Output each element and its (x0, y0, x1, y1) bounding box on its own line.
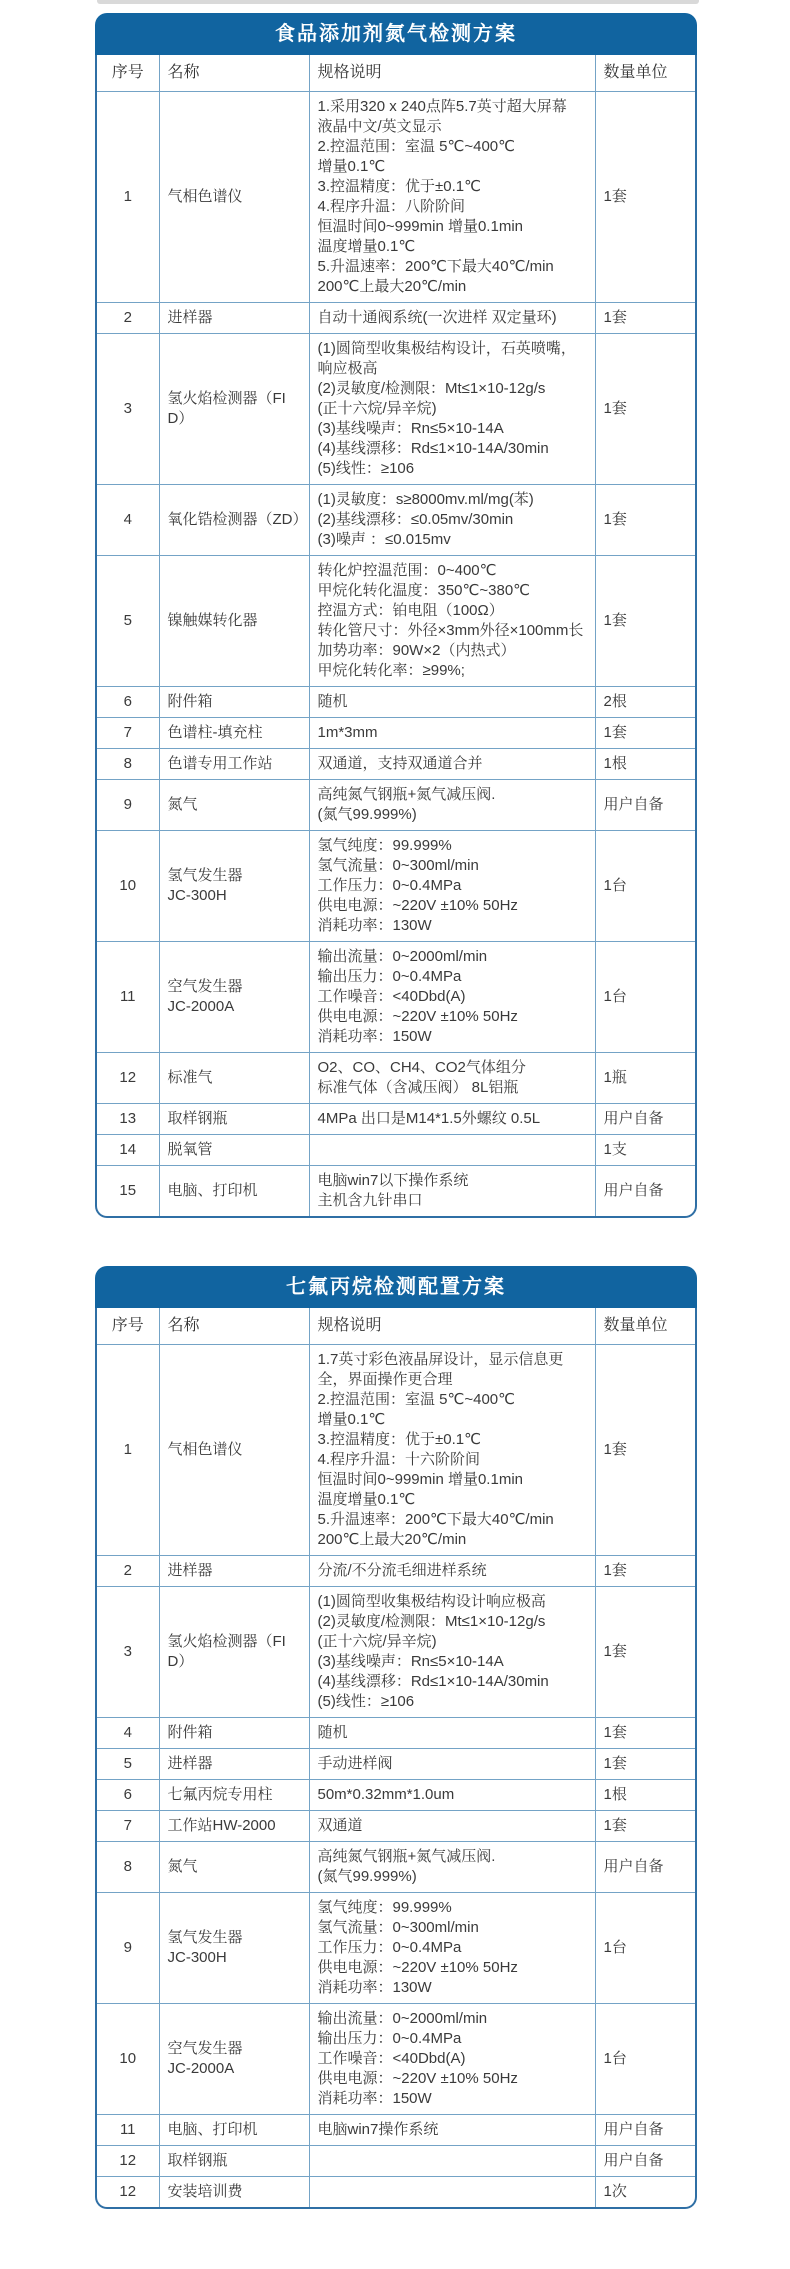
spec-line: 高纯氮气钢瓶+氮气减压阀. (317, 786, 496, 803)
row-number: 2 (97, 303, 159, 334)
spec-line: 氢气流量：0~300ml/min (317, 1919, 479, 1936)
item-quantity: 1套 (595, 1587, 695, 1718)
item-name-line: 工作站HW-2000 (167, 1817, 276, 1834)
spec-line: 电脑win7操作系统 (317, 2121, 439, 2138)
item-spec (309, 1587, 595, 1718)
spec-line: 工作噪音：<40Dbd(A) (317, 988, 466, 1005)
spec-line: 双通道，支持双通道合并 (317, 755, 483, 772)
table-body (97, 1345, 695, 2208)
item-quantity: 1瓶 (595, 1053, 695, 1104)
row-number: 7 (97, 718, 159, 749)
column-header: 数量单位 (595, 55, 695, 92)
item-name-line: JC-300H (167, 1949, 227, 1966)
item-quantity: 1次 (595, 2177, 695, 2208)
spec-line: (3)基线噪声：Rn≤5×10-14A (317, 420, 504, 437)
spec-line: (2)灵敏度/检测限：Mt≤1×10-12g/s (317, 1613, 546, 1630)
item-name (159, 485, 309, 556)
spec-line: 加势功率：90W×2（内热式） (317, 642, 516, 659)
table-row (97, 556, 695, 687)
item-name (159, 1811, 309, 1842)
item-name (159, 1556, 309, 1587)
spec-line: (5)线性：≥106 (317, 460, 415, 477)
spec-line: (3)基线噪声：Rn≤5×10-14A (317, 1653, 504, 1670)
item-name-line: 氢气发生器 (167, 1929, 243, 1946)
spec-line: 4MPa 出口是M14*1.5外螺纹 0.5L (317, 1110, 541, 1127)
item-spec (309, 1053, 595, 1104)
spec-line: 响应极高 (317, 360, 378, 377)
item-spec (309, 2146, 595, 2177)
spec-line: (1)灵敏度：s≥8000mv.ml/mg(苯) (317, 491, 534, 508)
row-number: 5 (97, 1749, 159, 1780)
item-name (159, 780, 309, 831)
item-quantity: 用户自备 (595, 1104, 695, 1135)
item-spec (309, 1345, 595, 1556)
spec-line: 1m*3mm (317, 724, 378, 741)
table-title: 食品添加剂氮气检测方案 (95, 13, 697, 55)
item-quantity: 1套 (595, 303, 695, 334)
item-name-line: 电脑、打印机 (167, 2121, 258, 2138)
row-number: 2 (97, 1556, 159, 1587)
table-row (97, 1053, 695, 1104)
table-row (97, 1893, 695, 2004)
item-spec (309, 1104, 595, 1135)
spec-line: 消耗功率：150W (317, 1028, 432, 1045)
item-quantity: 1台 (595, 831, 695, 942)
spec-line: 工作压力：0~0.4MPa (317, 877, 462, 894)
table-row (97, 2115, 695, 2146)
item-quantity: 用户自备 (595, 2115, 695, 2146)
spec-line: 增量0.1℃ (317, 1411, 386, 1428)
spec-line: 输出压力：0~0.4MPa (317, 968, 462, 985)
row-number: 11 (97, 2115, 159, 2146)
table-header-row (97, 55, 695, 92)
table-row (97, 1587, 695, 1718)
item-name (159, 556, 309, 687)
item-quantity: 1套 (595, 1749, 695, 1780)
spec-line: 工作压力：0~0.4MPa (317, 1939, 462, 1956)
row-number: 3 (97, 1587, 159, 1718)
spec-line: 高纯氮气钢瓶+氮气减压阀. (317, 1848, 496, 1865)
column-header-row (97, 1308, 695, 1345)
item-name (159, 92, 309, 303)
item-name-line: 进样器 (167, 309, 213, 326)
spec-line: 随机 (317, 693, 348, 710)
item-name (159, 2004, 309, 2115)
item-name-line: 安装培训费 (167, 2183, 243, 2200)
item-quantity: 1套 (595, 1718, 695, 1749)
table-row (97, 2146, 695, 2177)
item-spec (309, 718, 595, 749)
item-spec (309, 749, 595, 780)
row-number: 9 (97, 780, 159, 831)
table-body (97, 92, 695, 1217)
spec-line: 输出流量：0~2000ml/min (317, 2010, 488, 2027)
table-row (97, 1718, 695, 1749)
table-row (97, 1556, 695, 1587)
table-row (97, 485, 695, 556)
spec-line: 供电电源：~220V ±10% 50Hz (317, 2070, 518, 2087)
item-spec (309, 1166, 595, 1217)
item-quantity: 用户自备 (595, 2146, 695, 2177)
item-spec (309, 1718, 595, 1749)
item-spec (309, 1842, 595, 1893)
item-spec (309, 92, 595, 303)
item-name-line: JC-2000A (167, 998, 235, 1015)
spec-line: 手动进样阀 (317, 1755, 393, 1772)
item-name-line: JC-2000A (167, 2060, 235, 2077)
spec-line: 氢气流量：0~300ml/min (317, 857, 479, 874)
item-name (159, 303, 309, 334)
row-number: 1 (97, 92, 159, 303)
row-number: 13 (97, 1104, 159, 1135)
row-number: 4 (97, 485, 159, 556)
spec-line: 3.控温精度：优于±0.1℃ (317, 178, 481, 195)
spec-line: 双通道 (317, 1817, 363, 1834)
spec-line: (3)噪声 ：≤0.015mv (317, 531, 451, 548)
row-number: 1 (97, 1345, 159, 1556)
row-number: 12 (97, 2146, 159, 2177)
item-name-line: 进样器 (167, 1562, 213, 1579)
item-spec (309, 942, 595, 1053)
spec-line: (正十六烷/异辛烷) (317, 1633, 437, 1650)
item-quantity: 1根 (595, 1780, 695, 1811)
spec-line: 200℃上最大20℃/min (317, 278, 467, 295)
item-name-line: 空气发生器 (167, 2040, 243, 2057)
table-title: 七氟丙烷检测配置方案 (95, 1266, 697, 1308)
item-name (159, 1718, 309, 1749)
row-number: 6 (97, 1780, 159, 1811)
item-name-line: 氢火焰检测器（FID） (167, 390, 286, 427)
table-header-row (97, 1308, 695, 1345)
table-row (97, 1104, 695, 1135)
item-name (159, 831, 309, 942)
spec-line: 4.程序升温：八阶阶间 (317, 198, 466, 215)
spec-line: 4.程序升温：十六阶阶间 (317, 1451, 481, 1468)
item-quantity: 1套 (595, 1556, 695, 1587)
item-name (159, 1780, 309, 1811)
column-header: 数量单位 (595, 1308, 695, 1345)
spec-line: 供电电源：~220V ±10% 50Hz (317, 897, 518, 914)
row-number: 12 (97, 2177, 159, 2208)
spec-line: 氢气纯度：99.999% (317, 1899, 452, 1916)
item-name (159, 687, 309, 718)
spec-line: 消耗功率：150W (317, 2090, 432, 2107)
row-number: 6 (97, 687, 159, 718)
spec-line: 50m*0.32mm*1.0um (317, 1786, 455, 1803)
item-quantity: 1套 (595, 334, 695, 485)
item-name-line: 电脑、打印机 (167, 1182, 258, 1199)
spec-line: 恒温时间0~999min 增量0.1min (317, 218, 523, 235)
item-name-line: 取样钢瓶 (167, 1110, 228, 1127)
item-quantity: 1支 (595, 1135, 695, 1166)
item-name-line: 标准气 (167, 1069, 213, 1086)
item-spec (309, 1749, 595, 1780)
item-quantity: 1套 (595, 718, 695, 749)
table-frame (95, 1308, 697, 2209)
item-quantity: 2根 (595, 687, 695, 718)
table-row (97, 1780, 695, 1811)
spec-line: (1)圆筒型收集极结构设计，石英喷嘴， (317, 340, 576, 357)
item-name (159, 1587, 309, 1718)
item-spec (309, 556, 595, 687)
item-spec (309, 1893, 595, 2004)
table-row (97, 687, 695, 718)
column-header: 名称 (159, 1308, 309, 1345)
spec-line: O2、CO、CH4、CO2气体组分 (317, 1059, 526, 1076)
spec-line: 自动十通阀系统(一次进样 双定量环) (317, 309, 557, 326)
item-quantity: 1台 (595, 2004, 695, 2115)
spec-line: (氮气99.999%) (317, 1868, 417, 1885)
table-row (97, 2004, 695, 2115)
item-name (159, 1104, 309, 1135)
item-spec (309, 831, 595, 942)
item-spec (309, 2177, 595, 2208)
item-spec (309, 1780, 595, 1811)
row-number: 7 (97, 1811, 159, 1842)
table-row (97, 942, 695, 1053)
table-row (97, 749, 695, 780)
table-row (97, 303, 695, 334)
spec-line: 输出流量：0~2000ml/min (317, 948, 488, 965)
row-number: 8 (97, 1842, 159, 1893)
item-name-line: 进样器 (167, 1755, 213, 1772)
item-quantity: 用户自备 (595, 1842, 695, 1893)
spec-line: 消耗功率：130W (317, 917, 432, 934)
item-quantity: 1套 (595, 556, 695, 687)
item-quantity: 1根 (595, 749, 695, 780)
item-name (159, 1842, 309, 1893)
column-header-row (97, 55, 695, 92)
item-name-line: 色谱柱-填充柱 (167, 724, 263, 741)
detection-plan-table-1 (95, 0, 697, 1218)
detection-plan-table-2 (95, 1266, 697, 2209)
item-name (159, 1345, 309, 1556)
row-number: 15 (97, 1166, 159, 1217)
item-spec (309, 1556, 595, 1587)
item-name (159, 942, 309, 1053)
spec-line: 标准气体（含减压阀） 8L铝瓶 (317, 1079, 519, 1096)
item-spec (309, 780, 595, 831)
spec-line: 5.升温速率：200℃下最大40℃/min (317, 258, 554, 275)
item-spec (309, 1811, 595, 1842)
row-number: 10 (97, 2004, 159, 2115)
row-number: 10 (97, 831, 159, 942)
item-quantity: 1台 (595, 1893, 695, 2004)
item-name (159, 2146, 309, 2177)
item-name-line: 氮气 (167, 796, 198, 813)
spec-line: (2)灵敏度/检测限：Mt≤1×10-12g/s (317, 380, 546, 397)
spec-line: 2.控温范围：室温 5℃~400℃ (317, 138, 515, 155)
item-name (159, 1053, 309, 1104)
item-spec (309, 334, 595, 485)
row-number: 8 (97, 749, 159, 780)
spec-line: (4)基线漂移：Rd≤1×10-14A/30min (317, 1673, 549, 1690)
row-number: 11 (97, 942, 159, 1053)
column-header: 序号 (97, 55, 159, 92)
item-name (159, 718, 309, 749)
table-row (97, 1166, 695, 1217)
item-name-line: 附件箱 (167, 693, 213, 710)
row-number: 9 (97, 1893, 159, 2004)
item-spec (309, 485, 595, 556)
spec-line: (氮气99.999%) (317, 806, 417, 823)
item-name (159, 2177, 309, 2208)
spec-line: 随机 (317, 1724, 348, 1741)
spec-line: (4)基线漂移：Rd≤1×10-14A/30min (317, 440, 549, 457)
column-header: 序号 (97, 1308, 159, 1345)
table-row (97, 92, 695, 303)
row-number: 4 (97, 1718, 159, 1749)
spec-line: 1.7英寸彩色液晶屏设计，显示信息更 (317, 1351, 564, 1368)
spec-line: 消耗功率：130W (317, 1979, 432, 1996)
item-spec (309, 687, 595, 718)
item-quantity: 1台 (595, 942, 695, 1053)
spec-line: 供电电源：~220V ±10% 50Hz (317, 1008, 518, 1025)
row-number: 3 (97, 334, 159, 485)
page-top-divider (97, 0, 699, 4)
spec-line: 温度增量0.1℃ (317, 238, 416, 255)
item-name (159, 1749, 309, 1780)
spec-line: 电脑win7以下操作系统 (317, 1172, 469, 1189)
spec-line: 液晶中文/英文显示 (317, 118, 442, 135)
spec-line: 转化炉控温范围：0~400℃ (317, 562, 497, 579)
table-row (97, 1345, 695, 1556)
spec-line: 氢气纯度：99.999% (317, 837, 452, 854)
item-spec (309, 2004, 595, 2115)
table-frame (95, 55, 697, 1218)
spec-line: (1)圆筒型收集极结构设计响应极高 (317, 1593, 546, 1610)
item-name (159, 334, 309, 485)
item-name-line: 气相色谱仪 (167, 188, 243, 205)
spec-line: 输出压力：0~0.4MPa (317, 2030, 462, 2047)
item-spec (309, 1135, 595, 1166)
item-name-line: 气相色谱仪 (167, 1441, 243, 1458)
table-row (97, 334, 695, 485)
spec-line: 供电电源：~220V ±10% 50Hz (317, 1959, 518, 1976)
table-row (97, 718, 695, 749)
spec-line: 分流/不分流毛细进样系统 (317, 1562, 487, 1579)
item-name (159, 1893, 309, 2004)
spec-line: 3.控温精度：优于±0.1℃ (317, 1431, 481, 1448)
spec-line: 主机含九针串口 (317, 1192, 423, 1209)
item-name-line: 七氟丙烷专用柱 (167, 1786, 273, 1803)
item-quantity: 1套 (595, 92, 695, 303)
spec-line: 控温方式：铂电阻（100Ω） (317, 602, 504, 619)
item-name-line: 脱氧管 (167, 1141, 213, 1158)
spec-line: 1.采用320 x 240点阵5.7英寸超大屏幕 (317, 98, 567, 115)
table-row (97, 1842, 695, 1893)
item-spec (309, 2115, 595, 2146)
item-quantity: 用户自备 (595, 780, 695, 831)
spec-line: 转化管尺寸：外径×3mm外径×100mm长 (317, 622, 584, 639)
row-number: 12 (97, 1053, 159, 1104)
table-row (97, 831, 695, 942)
spec-line: (2)基线漂移：≤0.05mv/30min (317, 511, 514, 528)
spec-line: 甲烷化转化率：≥99%; (317, 662, 465, 679)
spec-line: 全，界面操作更合理 (317, 1371, 453, 1388)
spec-table (97, 1308, 695, 2207)
column-header: 规格说明 (309, 55, 595, 92)
item-name-line: 氢火焰检测器（FID） (167, 1633, 286, 1670)
spec-line: 恒温时间0~999min 增量0.1min (317, 1471, 523, 1488)
spec-table (97, 55, 695, 1216)
item-name-line: 取样钢瓶 (167, 2152, 228, 2169)
table-row (97, 780, 695, 831)
spec-line: 200℃上最大20℃/min (317, 1531, 467, 1548)
spec-line: (5)线性：≥106 (317, 1693, 415, 1710)
item-name-line: JC-300H (167, 887, 227, 904)
item-name-line: 色谱专用工作站 (167, 755, 273, 772)
item-name-line: 氮气 (167, 1858, 198, 1875)
item-name (159, 1166, 309, 1217)
item-name-line: 氧化锆检测器（ZD） (167, 511, 308, 528)
table-row (97, 2177, 695, 2208)
row-number: 14 (97, 1135, 159, 1166)
item-spec (309, 303, 595, 334)
item-name (159, 749, 309, 780)
column-header: 规格说明 (309, 1308, 595, 1345)
spec-line: (正十六烷/异辛烷) (317, 400, 437, 417)
item-name (159, 1135, 309, 1166)
spec-line: 5.升温速率：200℃下最大40℃/min (317, 1511, 554, 1528)
table-row (97, 1811, 695, 1842)
item-quantity: 用户自备 (595, 1166, 695, 1217)
item-quantity: 1套 (595, 485, 695, 556)
item-name-line: 氢气发生器 (167, 867, 243, 884)
spec-line: 2.控温范围：室温 5℃~400℃ (317, 1391, 515, 1408)
spec-line: 甲烷化转化温度：350℃~380℃ (317, 582, 531, 599)
item-name-line: 空气发生器 (167, 978, 243, 995)
spec-line: 增量0.1℃ (317, 158, 386, 175)
spec-line: 温度增量0.1℃ (317, 1491, 416, 1508)
column-header: 名称 (159, 55, 309, 92)
spec-line: 工作噪音：<40Dbd(A) (317, 2050, 466, 2067)
row-number: 5 (97, 556, 159, 687)
item-name-line: 附件箱 (167, 1724, 213, 1741)
table-row (97, 1749, 695, 1780)
table-row (97, 1135, 695, 1166)
item-quantity: 1套 (595, 1811, 695, 1842)
item-name-line: 镍触媒转化器 (167, 612, 258, 629)
item-quantity: 1套 (595, 1345, 695, 1556)
item-name (159, 2115, 309, 2146)
